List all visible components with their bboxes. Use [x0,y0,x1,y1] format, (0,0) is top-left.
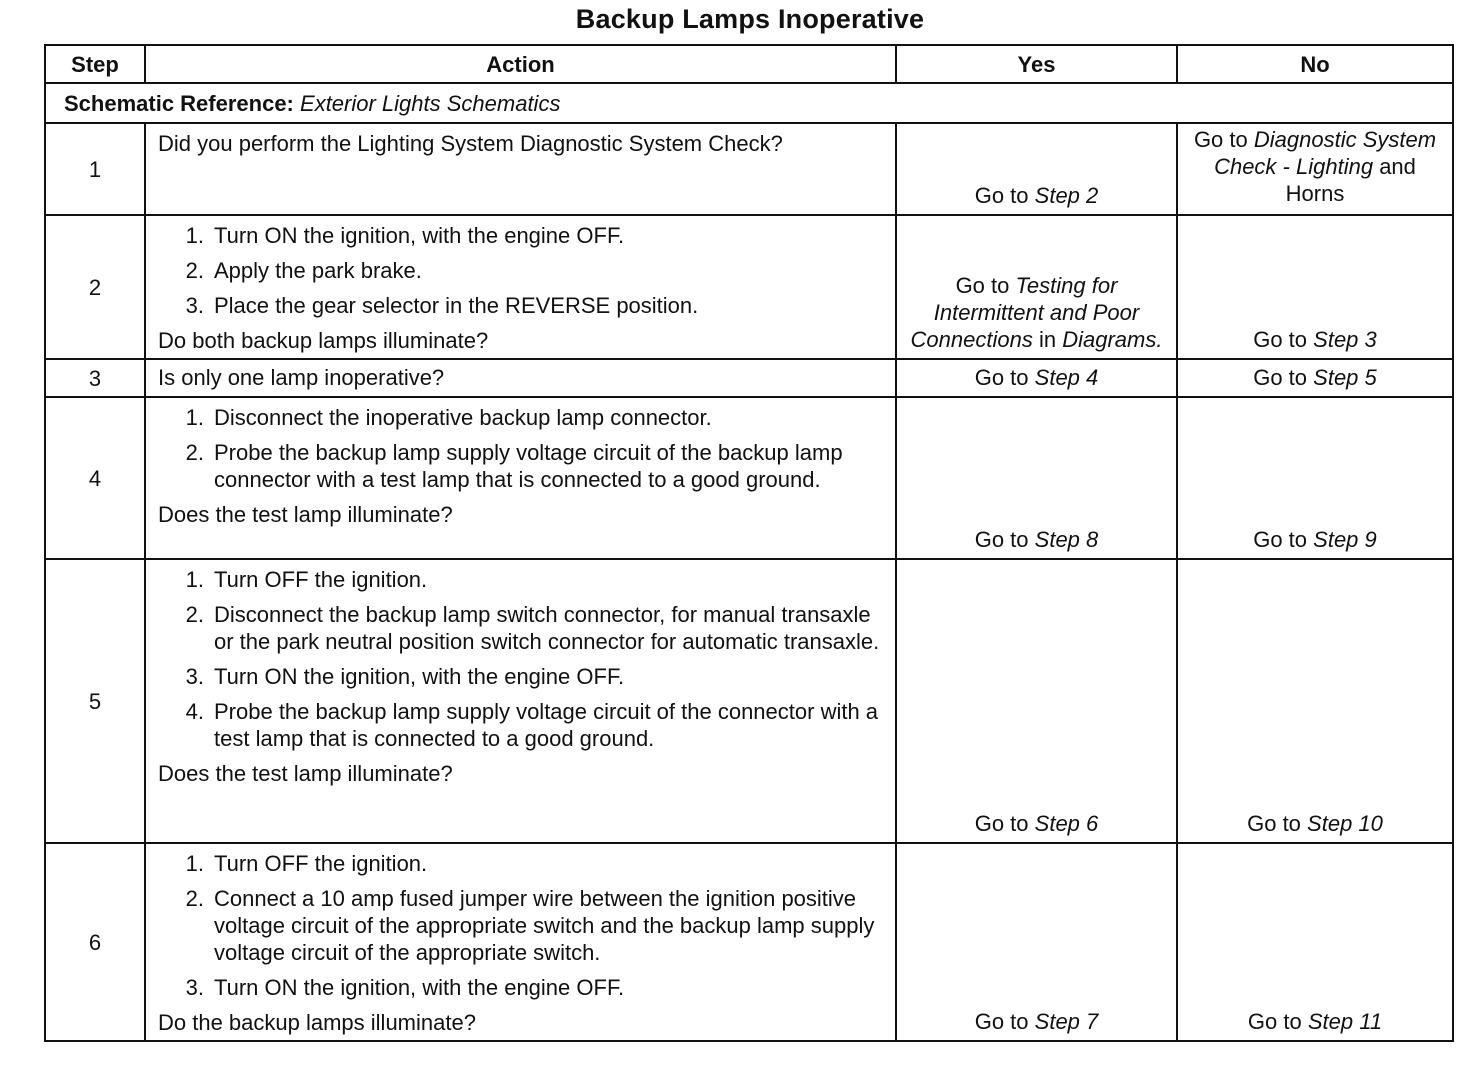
yes-step-link[interactable]: Step 7 [1034,1009,1099,1034]
no-prefix: Go to [1253,527,1308,552]
no-cell [1177,215,1453,359]
yes-step-link[interactable]: Step 2 [1034,183,1099,208]
list-item: 1. Turn OFF the ignition. [185,567,428,592]
no-cell [1177,559,1453,843]
step-question: Do both backup lamps illuminate? [158,328,489,353]
no-step-link[interactable]: Step 5 [1313,365,1377,390]
page-title: Backup Lamps Inoperative [575,4,925,34]
no-cell [1177,843,1453,1041]
table-row [45,559,1453,843]
schematic-reference-label: Schematic Reference: [64,90,294,116]
action-cell [145,123,896,215]
table-row [45,215,1453,359]
yes-cell [896,215,1177,359]
diagnostic-table [44,44,1454,1042]
action-cell [145,215,896,359]
no-step-link[interactable]: Step 10 [1307,811,1383,836]
table-row [45,123,1453,215]
list-item: 3. Place the gear selector in the REVERSE position. [185,293,699,318]
yes-prefix: Go to [974,527,1029,552]
list-item: 3. Turn ON the ignition, with the engine OFF. [185,975,625,1000]
header-yes: Yes [896,45,1177,83]
action-cell [145,843,896,1041]
no-prefix: Go to [1247,1009,1302,1034]
list-item: 2. Probe the backup lamp supply voltage circuit of the backup lamp connector with a test lamp that is connected to a good ground. [185,440,843,492]
no-step-link[interactable]: Step 3 [1313,327,1377,352]
step-number: 4 [45,397,145,559]
list-item: 2. Apply the park brake. [185,258,422,283]
action-list [158,222,885,319]
yes-prefix: Go to [974,183,1029,208]
table-row [45,359,1453,397]
no-prefix: Go to [1247,811,1301,836]
step-number: 3 [45,359,145,397]
action-cell [145,559,896,843]
yes-prefix: Go to [974,365,1029,390]
schematic-reference-row [45,83,1453,123]
step-number: 2 [45,215,145,359]
yes-diagrams-link[interactable]: Diagrams. [1062,327,1163,352]
schematic-reference [45,83,1453,123]
list-item: 1. Turn OFF the ignition. [185,851,428,876]
header-step: Step [45,45,145,83]
list-item: 2. Connect a 10 amp fused jumper wire between the ignition positive voltage circuit of the appropriate switch and the backup lamp supply voltage circuit of the appropriate switch. [185,886,875,965]
no-cell [1177,123,1453,215]
no-prefix: Go to [1253,365,1308,390]
yes-prefix: Go to [974,811,1029,836]
step-question: Did you perform the Lighting System Diagnostic System Check? [158,131,783,156]
no-suffix: and Horns [1285,154,1416,206]
yes-cell [896,559,1177,843]
no-prefix: Go to [1253,327,1308,352]
action-list [158,566,885,752]
no-step-link[interactable]: Step 9 [1313,527,1377,552]
table-row [45,843,1453,1041]
step-question: Does the test lamp illuminate? [158,761,453,786]
step-question: Do the backup lamps illuminate? [158,1010,476,1035]
action-list [158,850,885,1001]
yes-step-link[interactable]: Step 8 [1034,527,1099,552]
no-cell [1177,397,1453,559]
action-list [158,404,885,493]
yes-step-link[interactable]: Step 6 [1034,811,1099,836]
yes-cell [896,359,1177,397]
list-item: 4. Probe the backup lamp supply voltage circuit of the connector with a test lamp that is connected to a good ground. [185,699,879,751]
step-number: 5 [45,559,145,843]
yes-cell [896,397,1177,559]
list-item: 2. Disconnect the backup lamp switch connector, for manual transaxle or the park neutral position switch connector for automatic transaxle. [185,602,880,654]
schematic-reference-link[interactable]: Exterior Lights Schematics [300,90,561,116]
header-no: No [1177,45,1453,83]
no-prefix: Go to [1193,127,1248,152]
list-item: 1. Turn ON the ignition, with the engine OFF. [185,223,625,248]
header-row [45,45,1453,83]
step-question: Does the test lamp illuminate? [158,502,453,527]
yes-prefix: Go to [955,273,1010,298]
table-row [45,397,1453,559]
step-question: Is only one lamp inoperative? [158,365,445,390]
header-action: Action [145,45,896,83]
list-item: 1. Disconnect the inoperative backup lamp connector. [185,405,712,430]
yes-procedure-link[interactable]: Testing for Intermittent and Poor Connections [910,273,1140,352]
step-number: 6 [45,843,145,1041]
no-cell [1177,359,1453,397]
yes-cell [896,843,1177,1041]
step-number: 1 [45,123,145,215]
no-procedure-link[interactable]: Diagnostic System Check - Lighting [1214,127,1437,179]
yes-cell [896,123,1177,215]
yes-step-link[interactable]: Step 4 [1034,365,1099,390]
no-step-link[interactable]: Step 11 [1307,1009,1383,1034]
list-item: 3. Turn ON the ignition, with the engine OFF. [185,664,625,689]
yes-mid: in [1038,327,1057,352]
action-cell [145,397,896,559]
yes-prefix: Go to [974,1009,1029,1034]
action-cell [145,359,896,397]
